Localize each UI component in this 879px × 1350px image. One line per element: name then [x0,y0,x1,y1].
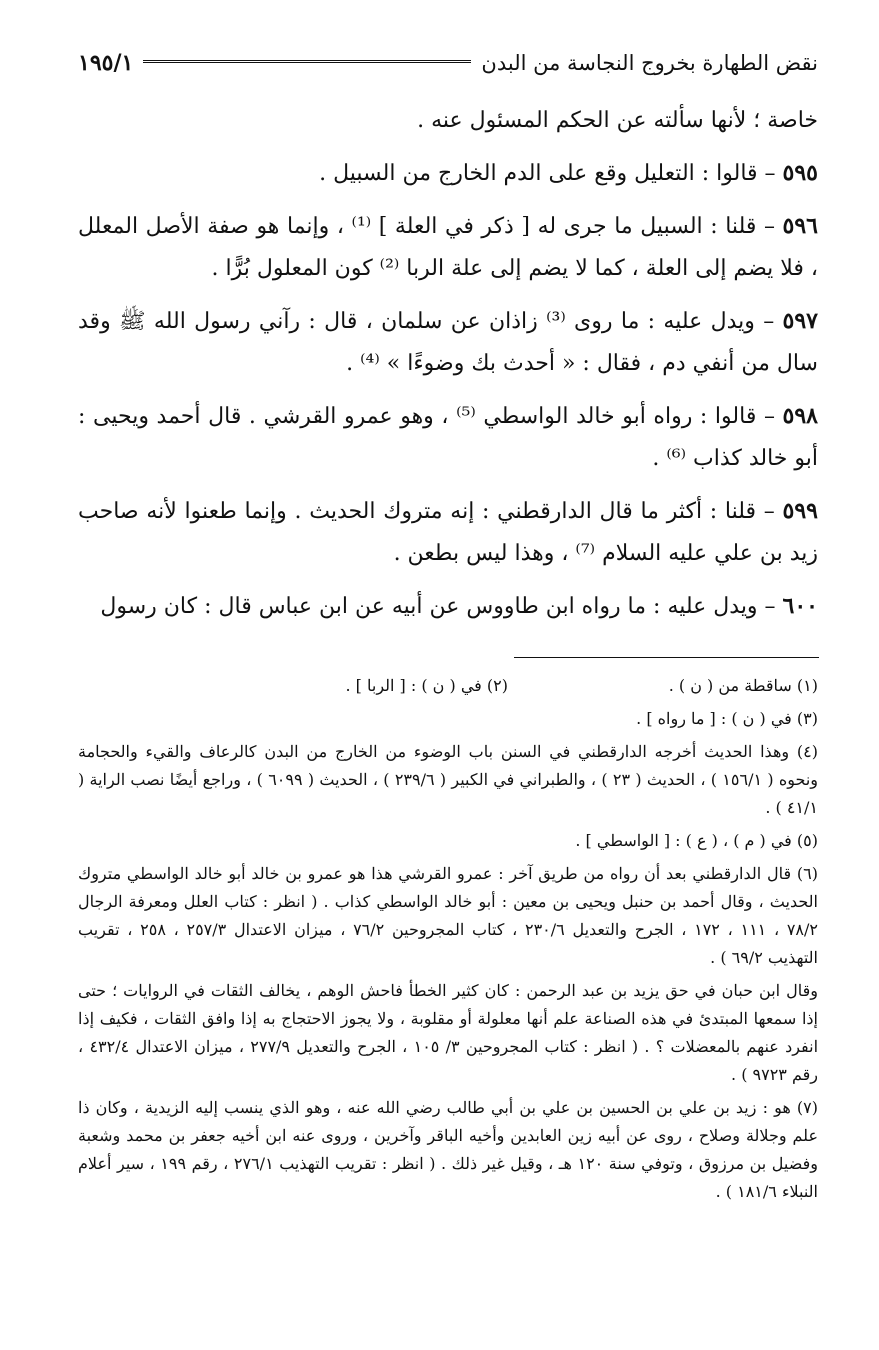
paragraph-text: – ويدل عليه : ما روى ⁽³⁾ زاذان عن سلمان ، قال : رآني رسول الله ﷺ وقد سال من أنفي دم ، فقال : « أحدث بك وضوءًا » ⁽⁴⁾ . [78,309,818,376]
paragraph-text: – قلنا : السبيل ما جرى له [ ذكر في العلة ] ⁽¹⁾ ، وإنما هو صفة الأصل المعلل ، فلا يضم إلى العلة ، كما لا يضم إلى علة الربا ⁽²⁾ كون المعلول بُرًّا . [78,214,818,281]
page-number: ١٩٥/١ [78,50,134,76]
paragraph-595 [78,152,818,195]
footnote-5: (٥) في ( م ) ، ( ع ) : [ الواسطي ] . [575,831,818,850]
paragraph-continued [78,100,818,142]
paragraph-597 [78,300,818,385]
paragraph-598 [78,395,818,480]
footnote-separator [514,657,819,658]
paragraph-number: ٦٠٠ [782,593,818,619]
paragraph-text: خاصة ؛ لأنها سألته عن الحكم المسئول عنه . [417,108,818,133]
footnote-3: (٣) في ( ن ) : [ ما رواه ] . [636,709,818,728]
paragraph-number: ٥٩٨ [782,403,818,429]
paragraph-text: – قلنا : أكثر ما قال الدارقطني : إنه متروك الحديث . وإنما طعنوا لأنه صاحب زيد بن علي عليه السلام ⁽⁷⁾ ، وهذا ليس بطعن . [78,499,818,566]
footnote-1: (١) ساقطة من ( ن ) . [668,676,818,695]
footnote-4: (٤) وهذا الحديث أخرجه الدارقطني في السنن باب الوضوء من الخارج من البدن كالرعاف والقيء والحجامة ونحوه ( ١٥٦/١ ) ، الحديث ( ٢٣ ) ، والطبراني في الكبير ( ٢٣٩/٦ ) ، الحديث ( ٦٠٩٩ ) ، وراجع أيضًا نصب الراية ( ٤١/١ ) . [78,742,819,817]
header-rule [143,60,471,66]
footnotes [78,672,818,1211]
paragraph-number: ٥٩٩ [782,498,818,524]
paragraph-number: ٥٩٧ [782,308,818,334]
paragraph-text: – قالوا : رواه أبو خالد الواسطي ⁽⁵⁾ ، وهو عمرو القرشي . قال أحمد ويحيى : أبو خالد كذاب ⁽⁶⁾ . [78,404,818,471]
paragraph-599 [78,490,818,575]
chapter-title: نقض الطهارة بخروج النجاسة من البدن [481,51,818,75]
paragraph-text: – قالوا : التعليل وقع على الدم الخارج من السبيل . [319,161,783,186]
main-text [78,100,818,638]
running-header [78,46,818,80]
paragraph-596 [78,205,818,290]
paragraph-text: – ويدل عليه : ما رواه ابن طاووس عن أبيه عن ابن عباس قال : كان رسول [100,594,783,619]
paragraph-number: ٥٩٦ [782,213,818,239]
footnote-row [78,672,818,700]
footnote-7: (٧) هو : زيد بن علي بن الحسين بن علي بن أبي طالب رضي الله عنه ، وهو الذي ينسب إليه الزيدية ، وكان ذا علم وجلالة وصلاح ، روى عن أبيه زين العابدين وأخيه الباقر وآخرين ، وروى عنه ابن أخيه جعفر بن محمد وشعبة وفضيل بن مرزوق ، وتوفي سنة ١٢٠ هـ ، وقيل غير ذلك . ( انظر : تقريب التهذيب ٢٧٦/١ ، رقم ١٩٩ ، سير أعلام النبلاء ١٨١/٦ ) . [78,1098,818,1201]
paragraph-600 [78,585,818,628]
footnote-6-continued: وقال ابن حبان في حق يزيد بن عبد الرحمن : كان كثير الخطأ فاحش الوهم ، يخالف الثقات في الروايات ؛ حتى إذا سمعها المبتدئ في هذه الصناعة علم أنها معلولة أو مقلوبة ، ولا يجوز الاحتجاج به إذا وافق الثقات ، فكيف إذا انفرد عنهم بالمعضلات ؟ . ( انظر : كتاب المجروحين ٣/ ١٠٥ ، الجرح والتعديل ٢٧٧/٩ ، ميزان الاعتدال ٤٣٢/٤ ، رقم ٩٧٢٣ ) . [78,981,819,1084]
footnote-6: (٦) قال الدارقطني بعد أن رواه من طريق آخر : عمرو القرشي هذا هو عمرو بن خالد أبو خالد الواسطي متروك الحديث ، وقال أحمد بن حنبل ويحيى بن معين : أبو خالد الواسطي كذاب . ( انظر : كتاب العلل ومعرفة الرجال ٧٨/٢ ، ١١١ ، ١٧٢ ، الجرح والتعديل ٢٣٠/٦ ، كتاب المجروحين ٧٦/٢ ، ميزان الاعتدال ٢٥٧/٣ ، ٢٥٨ ، تقريب التهذيب ٦٩/٢ ) . [78,864,819,967]
paragraph-number: ٥٩٥ [782,160,818,186]
footnote-2: (٢) في ( ن ) : [ الربا ] . [345,676,508,695]
